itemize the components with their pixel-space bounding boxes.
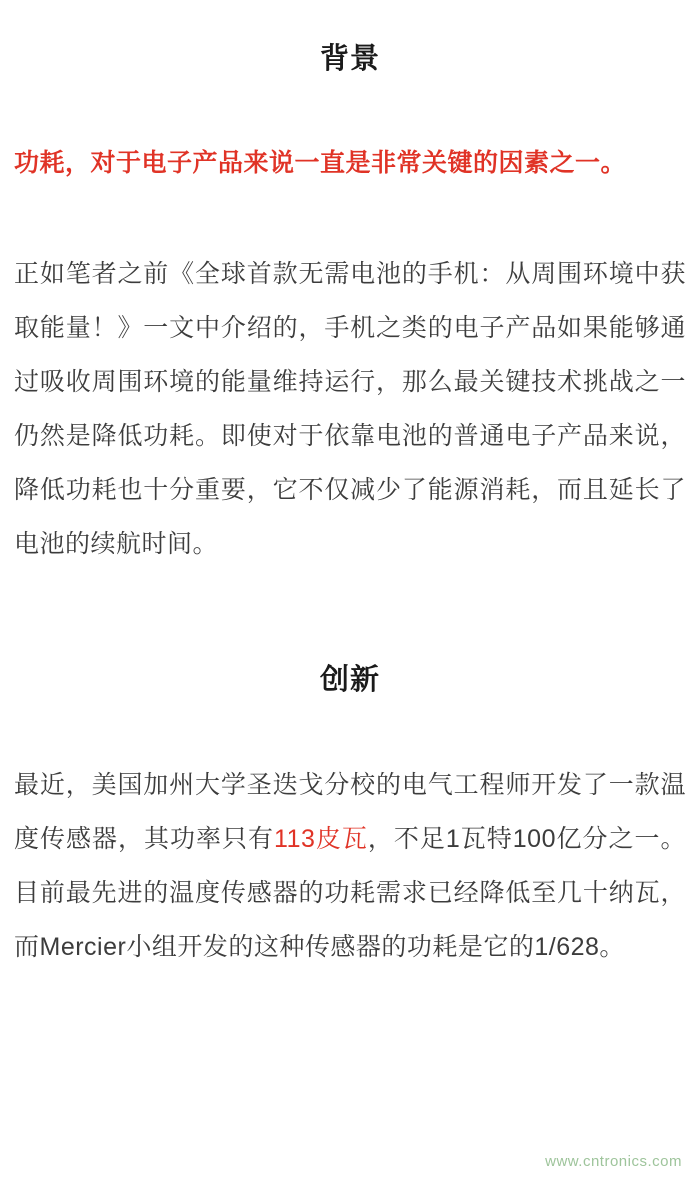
site-watermark: www.cntronics.com <box>545 1153 682 1170</box>
innovation-body-text-before: 最近，美国加州大学圣迭戈分校的电气工程师开发了一款温度传感器，其功率只有 <box>14 771 686 853</box>
innovation-body-emphasis: 113皮瓦 <box>274 825 368 853</box>
background-body-paragraph: 正如笔者之前《全球首款无需电池的手机：从周围环境中获取能量！》一文中介绍的，手机之类的电子产品如果能够通过吸收周围环境的能量维持运行，那么最关键技术挑战之一仍然是降低功耗。即使对于依靠电池的普通电子产品来说，降低功耗也十分重要，它不仅减少了能源消耗，而且延长了电池的续航时间。 <box>14 260 686 558</box>
innovation-body-text-after: ，不足1瓦特100亿分之一。目前最先进的温度传感器的功耗需求已经降低至几十纳瓦，而Mercier小组开发的这种传感器的功耗是它的1/628。 <box>14 825 686 961</box>
section-heading-innovation: 创新 <box>319 664 380 696</box>
article-container <box>0 36 700 974</box>
section-heading-background: 背景 <box>319 43 380 75</box>
highlight-paragraph: 功耗，对于电子产品来说一直是非常关键的因素之一。 <box>14 149 627 177</box>
innovation-body-paragraph <box>14 758 686 974</box>
